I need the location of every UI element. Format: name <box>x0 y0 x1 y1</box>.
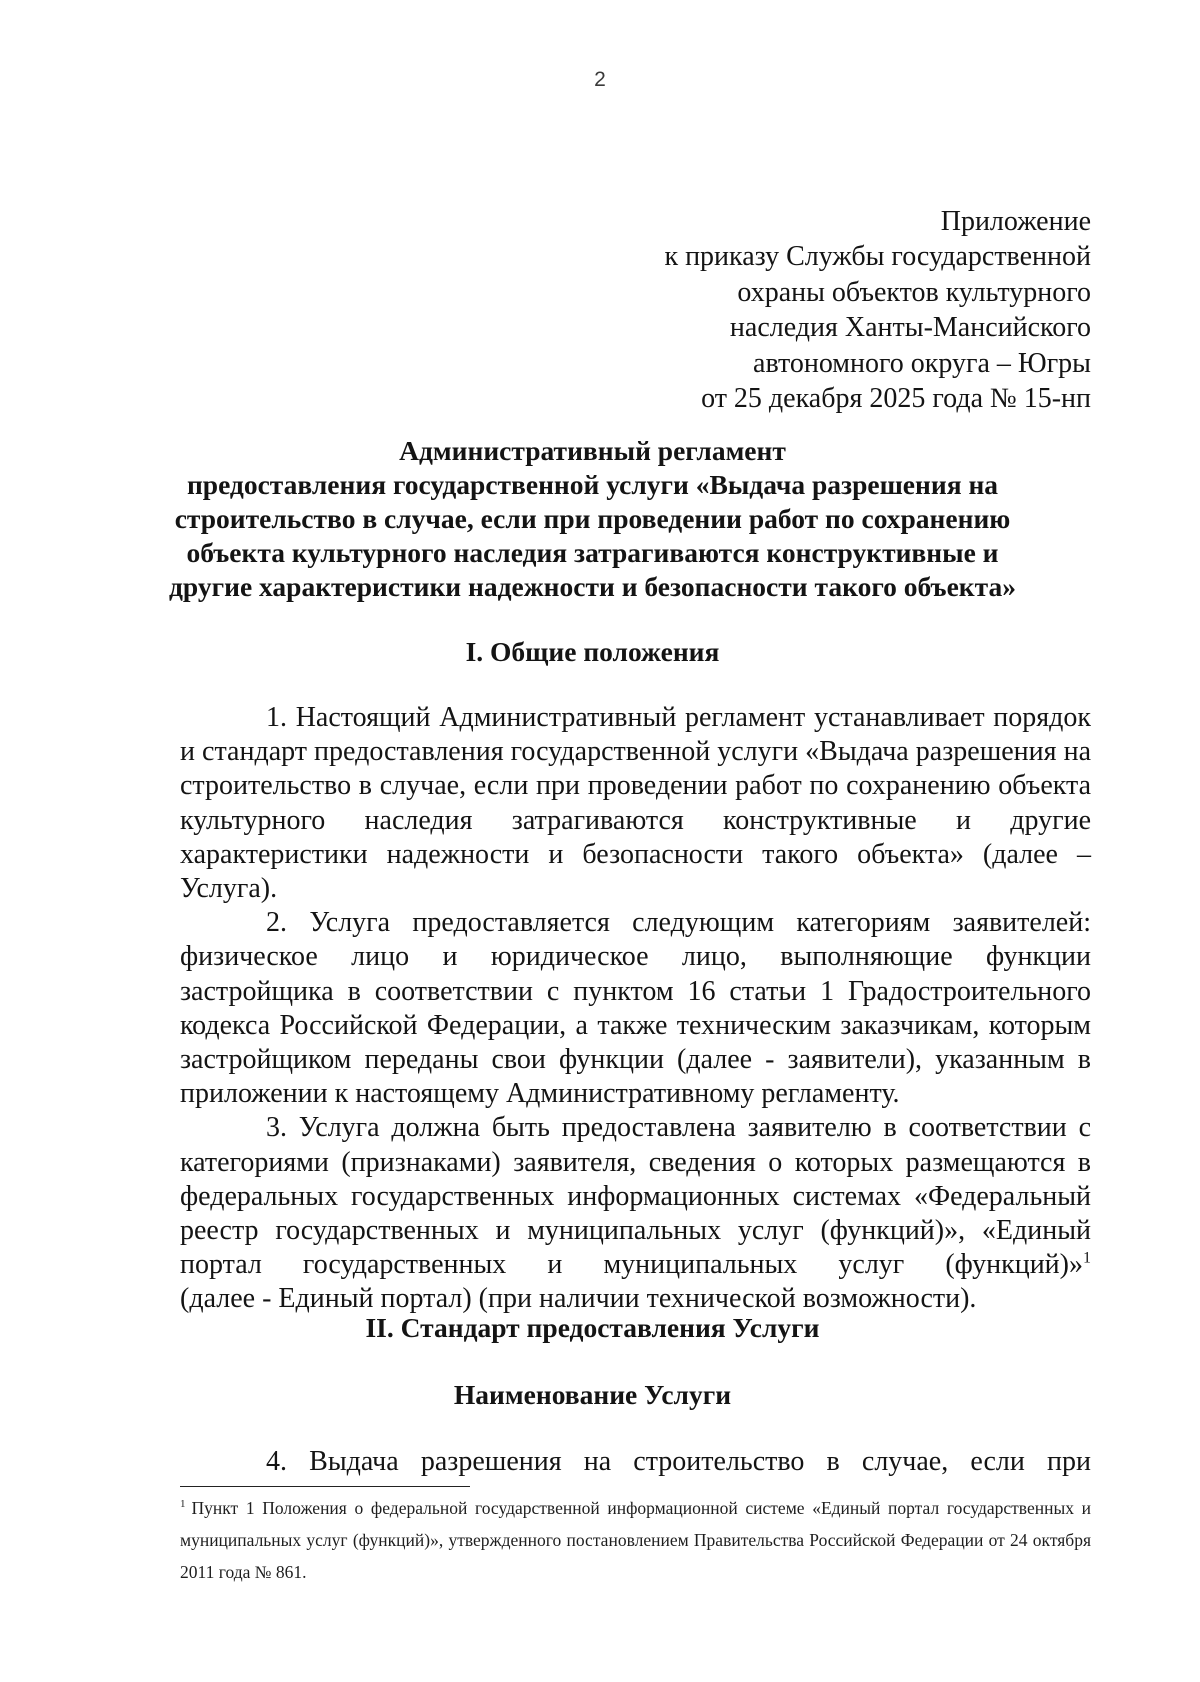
appendix-line: автономного округа – Югры <box>753 347 1091 379</box>
footnote-reference: 1 <box>1083 1249 1091 1267</box>
paragraph-4: 4. Выдача разрешения на строительство в случае, если при <box>266 1446 1091 1477</box>
paragraph-3-text: 3. Услуга должна быть предоставлена заявителю в соответствии с категориями (признаками) заявителя, сведения о которых размещаются в федеральных государственных информационных системах «Федеральный реестр государственных и муниципальных услуг (функций)», «Единый портал государственных и муниципальных услуг (функций)» <box>180 1112 1091 1281</box>
title-line: предоставления государственной услуги «Выдача разрешения на <box>186 469 999 500</box>
paragraph-3 <box>180 1111 1091 1282</box>
body-text <box>180 701 1091 1317</box>
body-text-continued <box>180 1445 1091 1479</box>
appendix-block <box>664 204 1091 416</box>
section-heading-standard: II. Стандарт предоставления Услуги <box>365 1312 820 1343</box>
title-line: Административный регламент <box>399 435 786 466</box>
footnote <box>180 1492 1091 1588</box>
footnote-body <box>180 1492 1091 1588</box>
paragraph-3-tail: (далее - Единый портал) (при наличии технической возможности). <box>180 1283 977 1315</box>
document-title <box>150 434 1035 604</box>
appendix-line: наследия Ханты-Мансийского <box>729 312 1091 344</box>
title-line: строительство в случае, если при проведении работ по сохранению <box>174 503 1011 534</box>
appendix-line: от 25 декабря 2025 года № 15-нп <box>701 383 1091 415</box>
page-number: 2 <box>594 68 606 91</box>
appendix-line: к приказу Службы государственной <box>664 241 1091 273</box>
title-line: другие характеристики надежности и безопасности такого объекта» <box>169 571 1016 602</box>
appendix-line: Приложение <box>940 206 1091 237</box>
appendix-line: охраны объектов культурного <box>737 276 1091 308</box>
footnote-text: Пункт 1 Положения о федеральной государственной информационной системе «Единый портал государственных и муниципальных услуг (функций)», утвержденного постановлением Правительства Российской Федерации от 24 октября 2011 года № 861. <box>180 1498 1091 1582</box>
paragraph-2: 2. Услуга предоставляется следующим категориям заявителей: физическое лицо и юридическое лицо, выполняющие функции застройщика в соответствии с пунктом 16 статьи 1 Градостроительного кодекса Российской Федерации, а также техническим заказчикам, которым застройщиком переданы свои функции (далее - заявители), указанным в приложении к настоящему Административному регламенту. <box>180 907 1091 1110</box>
title-line: объекта культурного наследия затрагиваются конструктивные и <box>186 537 999 568</box>
footnote-separator <box>180 1486 470 1487</box>
footnote-mark: 1 <box>180 1498 186 1511</box>
subsection-heading-name: Наименование Услуги <box>453 1379 732 1410</box>
paragraph-1: 1. Настоящий Административный регламент устанавливает порядок и стандарт предоставления государственной услуги «Выдача разрешения на строительство в случае, если при проведении работ по сохранению объекта культурного наследия затрагиваются конструктивные и другие характеристики надежности и безопасности такого объекта» (далее – Услуга). <box>180 702 1091 905</box>
section-heading-general: I. Общие положения <box>465 636 720 667</box>
